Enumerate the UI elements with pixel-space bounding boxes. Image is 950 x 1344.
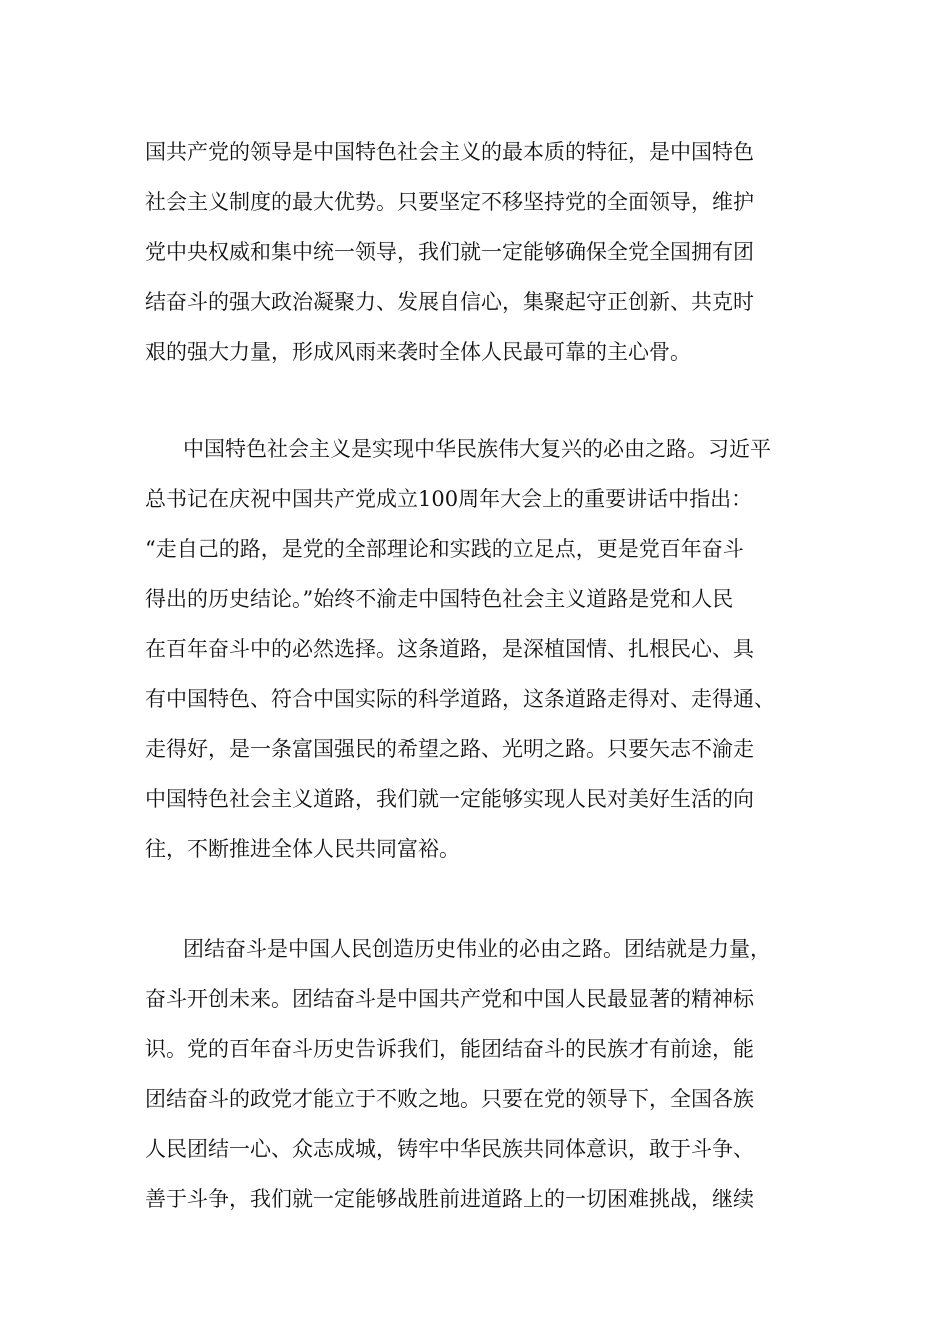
paragraph-line: 国共产党的领导是中国特色社会主义的最本质的特征，是中国特色 — [145, 140, 754, 164]
paragraph-line: 走得好，是一条富国强民的希望之路、光明之路。只要矢志不渝走 — [145, 737, 754, 761]
paragraph-line: 有中国特色、符合中国实际的科学道路，这条道路走得对、走得通、 — [145, 687, 775, 711]
paragraph-line: 总书记在庆祝中国共产党成立100周年大会上的重要讲话中指出： — [145, 487, 753, 511]
paragraph-line: 结奋斗的强大政治凝聚力、发展自信心，集聚起守正创新、共克时 — [145, 290, 754, 314]
paragraph-line: 中国特色社会主义道路，我们就一定能够实现人民对美好生活的向 — [145, 787, 754, 811]
paragraph-line: “走自己的路，是党的全部理论和实践的立足点，更是党百年奋斗 — [145, 537, 744, 561]
paragraph-line: 中国特色社会主义是实现中华民族伟大复兴的必由之路。习近平 — [183, 437, 771, 461]
paragraph-line: 党中央权威和集中统一领导，我们就一定能够确保全党全国拥有团 — [145, 240, 754, 264]
paragraph-line: 团结奋斗是中国人民创造历史伟业的必由之路。团结就是力量， — [183, 937, 771, 961]
paragraph-line: 团结奋斗的政党才能立于不败之地。只要在党的领导下，全国各族 — [145, 1087, 754, 1111]
paragraph-line: 奋斗开创未来。团结奋斗是中国共产党和中国人民最显著的精神标 — [145, 987, 754, 1011]
paragraph-line: 在百年奋斗中的必然选择。这条道路，是深植国情、扎根民心、具 — [145, 637, 754, 661]
paragraph-line: 社会主义制度的最大优势。只要坚定不移坚持党的全面领导，维护 — [145, 190, 754, 214]
paragraph-line: 善于斗争，我们就一定能够战胜前进道路上的一切困难挑战，继续 — [145, 1187, 754, 1211]
paragraph-line: 人民团结一心、众志成城，铸牢中华民族共同体意识，敢于斗争、 — [145, 1137, 754, 1161]
paragraph-line: 艰的强大力量，形成风雨来袭时全体人民最可靠的主心骨。 — [145, 340, 691, 364]
paragraph-line: 得出的历史结论。”始终不渝走中国特色社会主义道路是党和人民 — [145, 587, 734, 611]
paragraph-line: 往，不断推进全体人民共同富裕。 — [145, 837, 460, 861]
paragraph-line: 识。党的百年奋斗历史告诉我们，能团结奋斗的民族才有前途，能 — [145, 1037, 754, 1061]
